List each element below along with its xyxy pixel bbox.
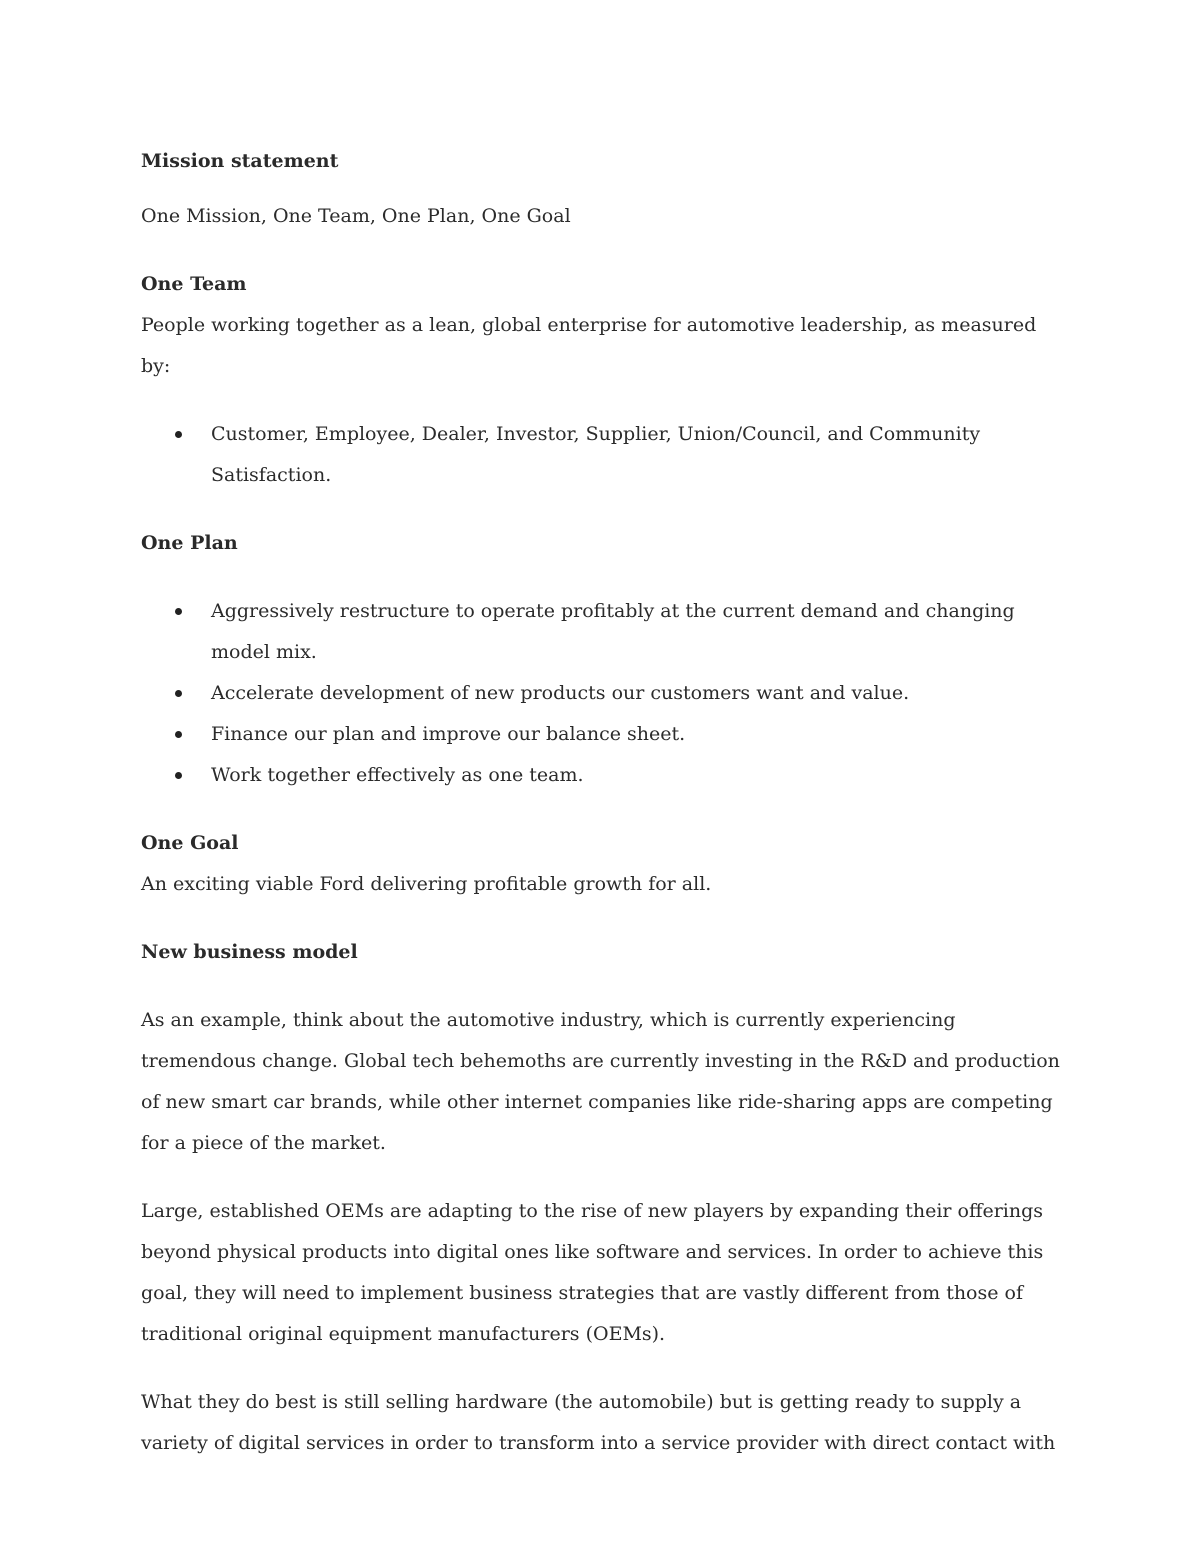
- list-item-text: Customer, Employee, Dealer, Investor, Supplier, Union/Council, and Community Satisfaction.: [211, 423, 981, 486]
- plan-bullet-list: [141, 591, 1061, 796]
- plan-heading: One Plan: [141, 532, 238, 554]
- list-item: [141, 414, 1061, 496]
- team-bullet-list: [141, 414, 1061, 496]
- paragraph: Large, established OEMs are adapting to the rise of new players by expanding their offerings beyond physical products into digital ones like software and services. In order to achieve this goal, they will need to implement business strategies that are vastly different from those of traditional original equipment manufacturers (OEMs).: [141, 1200, 1044, 1345]
- document-body: [141, 141, 1061, 1464]
- paragraph: What they do best is still selling hardware (the automobile) but is getting ready to supply a variety of digital services in order to transform into a service provider with direct contact with: [141, 1391, 1056, 1454]
- bullet-icon: [175, 731, 182, 738]
- bullet-icon: [175, 431, 182, 438]
- bullet-icon: [175, 608, 182, 615]
- business-model-heading: New business model: [141, 941, 358, 963]
- goal-text: An exciting viable Ford delivering profitable growth for all.: [141, 873, 712, 895]
- list-item: [141, 673, 1061, 714]
- list-item-text: Aggressively restructure to operate profitably at the current demand and changing model mix.: [211, 600, 1015, 663]
- list-item-text: Finance our plan and improve our balance sheet.: [211, 723, 686, 745]
- list-item-text: Accelerate development of new products our customers want and value.: [211, 682, 910, 704]
- mission-heading: Mission statement: [141, 150, 339, 172]
- list-item: [141, 755, 1061, 796]
- list-item: [141, 591, 1061, 673]
- team-heading: One Team: [141, 273, 247, 295]
- paragraph: As an example, think about the automotive industry, which is currently experiencing tremendous change. Global tech behemoths are currently investing in the R&D and production of new smart car brands, while other internet companies like ride-sharing apps are competing for a piece of the market.: [141, 1009, 1060, 1154]
- list-item-text: Work together effectively as one team.: [211, 764, 584, 786]
- goal-heading: One Goal: [141, 832, 239, 854]
- team-text: People working together as a lean, global enterprise for automotive leadership, as measured by:: [141, 314, 1037, 377]
- bullet-icon: [175, 690, 182, 697]
- bullet-icon: [175, 772, 182, 779]
- list-item: [141, 714, 1061, 755]
- mission-line: One Mission, One Team, One Plan, One Goal: [141, 205, 571, 227]
